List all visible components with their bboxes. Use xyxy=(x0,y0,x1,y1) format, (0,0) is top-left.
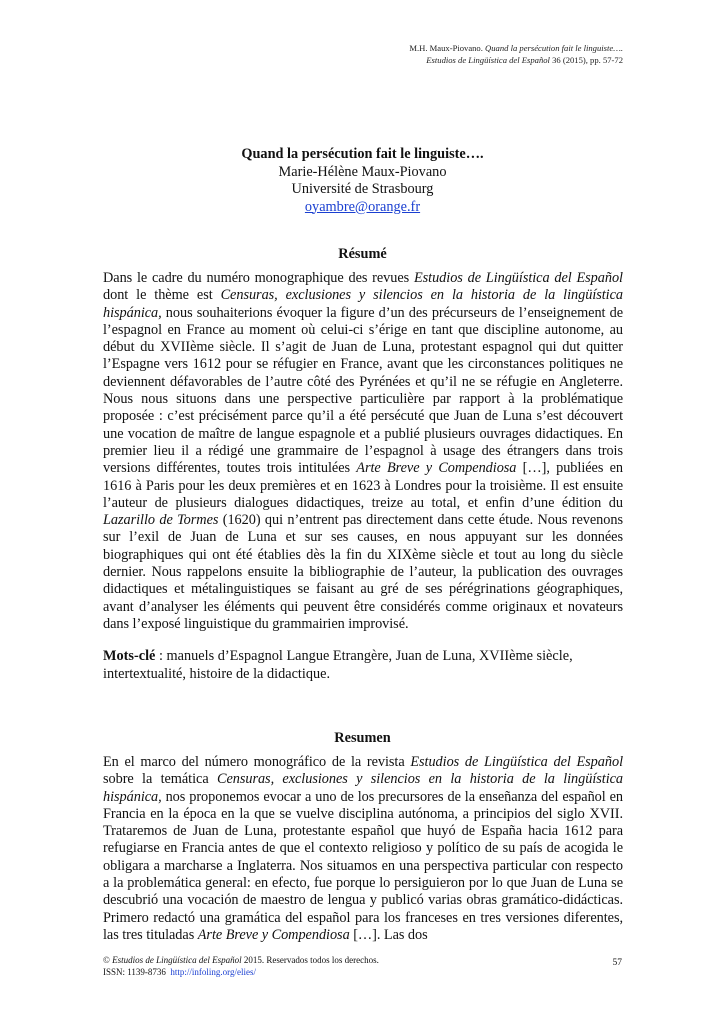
running-head-line1: M.H. Maux-Piovano. Quand la persécution fait le linguiste…. xyxy=(409,43,623,53)
resumen-heading: Resumen xyxy=(334,730,391,746)
title-block xyxy=(0,146,725,216)
keywords-label: Mots-clé xyxy=(103,648,156,664)
resumen-paragraph: En el marco del número monográfico de la revista Estudios de Lingüística del Español sobre la temática Censuras, exclusiones y silencios en la historia de la lingüística hispánica, nos proponemos evocar a uno de los precursores de la enseñanza del español en Francia en la época en la que se vuelve disciplina autónoma, a principios del siglo XVII. Trataremos de Juan de Luna, protestante español que huyó de España hacia 1612 para refugiarse en Francia antes de que el contexto religioso y político de su país de acogida le obligara a marcharse a Inglaterra. Nos situamos en una perspectiva particular con respecto a la problemática general: en efecto, fue porque lo persiguieron por lo que Juan de Luna se descubrió una vocación de maestro de lengua y publicó varias obras gramático-didácticas. Primero redactó una gramática del español para los franceses en tres versiones diferentes, las tres tituladas Arte Breve y Compendiosa […]. Las dos xyxy=(103,754,624,943)
author-affiliation: Université de Strasbourg xyxy=(291,181,434,197)
author-name: Marie-Hélène Maux-Piovano xyxy=(278,163,447,180)
running-head-line2: Estudios de Lingüística del Español 36 (2015), pp. 57-72 xyxy=(426,55,623,65)
article-title: Quand la persécution fait le linguiste…. xyxy=(241,146,484,162)
author-email-link[interactable]: oyambre@orange.fr xyxy=(304,198,421,215)
footer xyxy=(103,954,379,978)
running-head xyxy=(409,42,623,66)
resume-paragraph: Dans le cadre du numéro monographique des revues Estudios de Lingüística del Español dont le thème est Censuras, exclusiones y silencios en la historia de la lingüística hispánica, nous souhaiterions évoquer la figure d’un des précurseurs de l’enseignement de l’espagnol en France au moment où celui-ci s’érige en tant que discipline autonome, au début du XVIIème siècle. Il s’agit de Juan de Luna, protestant espagnol qui dut quitter l’Espagne vers 1612 pour se réfugier en France, avant que les circonstances politiques ne deviennent défavorables de l’autre côté des Pyrénées et qu’il ne se réfugie en Angleterre. Nous nous situons dans une perspective particulière par rapport à la problématique proposée : c’est précisément parce qu’il a été persécuté que Juan de Luna s’est découvert une vocation de maître de langue espagnole et a publié plusieurs ouvrages didactiques. En premier lieu il a rédigé une grammaire de l’espagnol à usage des étrangers dans trois versions différentes, toutes trois intitulées Arte Breve y Compendiosa […], publiées en 1616 à Paris pour les deux premières et en 1623 à Londres pour la troisième. Il est ensuite l’auteur de plusieurs dialogues didactiques, treize au total, et enfin d’une édition du Lazarillo de Tormes (1620) qui n’entrent pas directement dans cette étude. Nous revenons sur l’exil de Juan de Luna et sur ses causes, en nous appuyant sur les données biographiques qui ont été établies dès la fin du XIXème siècle et tout au long du siècle dernier. Nous rappelons ensuite la bibliographie de l’auteur, la publication des ouvrages didactiques et métalinguistiques se faisant au gré de ses pérégrinations géographiques, avant d’analyser les éléments qui peuvent être considérés comme originaux et novateurs dans l’exposé linguistique du grammairien improvisé. xyxy=(103,270,623,632)
resume-heading: Résumé xyxy=(338,246,387,262)
copyright-line: © Estudios de Lingüística del Español 2015. Reservados todos los derechos. xyxy=(103,955,379,965)
keywords-text: : manuels d’Espagnol Langue Etrangère, Juan de Luna, XVIIème siècle, intertextualité, histoire de la didactique. xyxy=(103,648,573,682)
issn-line: ISSN: 1139-8736 http://infoling.org/elies/ xyxy=(103,967,257,977)
journal-url-link[interactable]: http://infoling.org/elies/ xyxy=(170,967,257,977)
keywords xyxy=(103,647,623,683)
page-number: 57 xyxy=(612,958,622,968)
